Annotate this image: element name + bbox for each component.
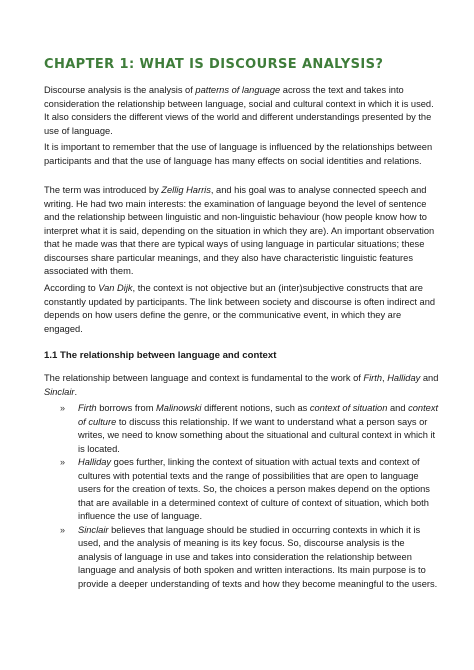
section-heading: 1.1 The relationship between language and context: [44, 350, 277, 361]
harris-text-b: , and his goal was to analyse connected speech and writing. He had two main interests: the examination of language beyond the level of sentence and the relationship between linguistic and non-linguistic behaviour (how people know how to interpret what it is said, depending on the situation in which they are). An important observation that he made was that there are typical ways of using language in particular situations; these discourses share particular meanings, and they also have characteristic linguistic features associated with them.: [44, 185, 435, 276]
harris-text-a: The term was introduced by: [44, 185, 162, 195]
van-dijk-paragraph: [44, 282, 439, 336]
bullet-chevron-icon: »: [60, 403, 66, 413]
context-text-b: ,: [382, 373, 388, 383]
list-item-halliday: [60, 456, 440, 524]
relationships-paragraph: It is important to remember that the use of language is influenced by the relationships between participants and that the use of language has many effects on social identities and relations.: [44, 142, 433, 166]
context-paragraph: [44, 372, 439, 399]
bullet-chevron-icon: »: [60, 524, 66, 535]
halliday-text: goes further, linking the context of situation with actual texts and context of cultures with potential texts and the range of possibilities that are open to language users for the creation of texts. So, the choices a person makes depend on the options that are available in a determined context of culture of context of situation, which both influence the use of language.: [78, 457, 430, 521]
sinclair-text: believes that language should be studied in occurring contexts in which it is used, and the analysis of meaning is its key focus. So, discourse analysis is the analysis of language in use and takes into consideration the relationship between language and analysis of both spoken and written interactions. Its main purpose is to provide a deeper understanding of texts and how they become meaningful to the users.: [78, 524, 438, 589]
linguists-list: [60, 402, 440, 591]
bullet-chevron-icon: »: [60, 457, 66, 467]
halliday-name: Halliday: [387, 373, 421, 383]
chapter-title: CHAPTER 1: WHAT IS DISCOURSE ANALYSIS?: [44, 57, 384, 72]
firth-text-d: to discuss this relationship. If we want to understand what a person says or writes, we need to know something about the situational and cultural context in which it is located.: [78, 416, 436, 454]
intro-emphasis: patterns of language: [195, 85, 281, 95]
halliday-label: Halliday: [78, 457, 112, 467]
intro-paragraph: [44, 84, 439, 138]
list-item-sinclair: [60, 524, 440, 592]
firth-text-b: different notions, such as: [201, 403, 310, 413]
firth-name: Firth: [363, 373, 383, 383]
firth-text-a: borrows from: [96, 403, 157, 413]
context-text-c: and: [420, 373, 439, 383]
context-of-culture-term: context of culture: [78, 403, 439, 427]
harris-name: Zellig Harris: [161, 185, 211, 195]
sinclair-label: Sinclair: [78, 524, 109, 535]
harris-paragraph: [44, 184, 439, 279]
context-of-situation-term: context of situation: [309, 403, 388, 413]
intro-text-a: Discourse analysis is the analysis of: [44, 85, 196, 95]
firth-text-c: and: [387, 403, 409, 413]
intro-text-b: across the text and takes into consideration the relationship between language, social and cultural context in which it is used. It also considers the different views of the world and different understandings presented by the use of language.: [44, 85, 434, 136]
context-text-d: .: [74, 386, 78, 397]
van-dijk-text-b: , the context is not objective but an (inter)subjective constructs that are constantly updated by participants. The link between society and discourse is often indirect and depends on how users define the genre, or the communicative event, in which they are engaged.: [44, 283, 436, 334]
list-item-firth: [60, 402, 440, 456]
context-text-a: The relationship between language and context is fundamental to the work of: [44, 373, 364, 383]
van-dijk-name: Van Dijk: [98, 283, 133, 293]
malinowski-label: Malinowski: [156, 403, 202, 413]
firth-label: Firth: [78, 403, 97, 413]
van-dijk-text-a: According to: [44, 283, 99, 293]
sinclair-name: Sinclair: [44, 386, 75, 397]
